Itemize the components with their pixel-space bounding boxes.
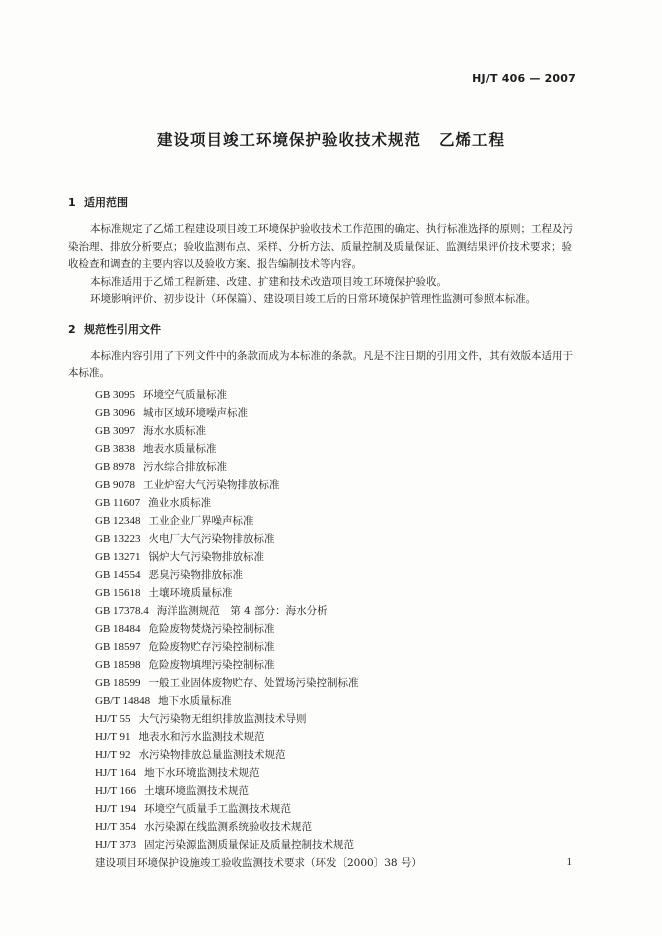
reference-code: GB 18484: [95, 622, 141, 635]
reference-title: 危险废物贮存污染控制标准: [148, 640, 275, 653]
section-number: 1: [68, 196, 76, 209]
reference-item: [68, 800, 582, 818]
reference-item: [68, 764, 582, 782]
reference-title: 水污染源在线监测系统验收技术规范: [144, 820, 313, 833]
reference-code: GB 18597: [95, 640, 141, 653]
reference-code: GB 13271: [95, 550, 141, 563]
reference-item: [68, 530, 582, 548]
reference-title: 海水水质标准: [143, 424, 207, 437]
document-body: [68, 194, 582, 872]
reference-item: [68, 584, 582, 602]
reference-title: 环境空气质量标准: [143, 388, 228, 401]
reference-title: 危险废物焚烧污染控制标准: [148, 622, 275, 635]
reference-title: 锅炉大气污染物排放标准: [148, 550, 265, 563]
reference-list: [68, 386, 582, 854]
reference-code: HJ/T 373: [95, 838, 137, 851]
reference-title: 土壤环境质量标准: [148, 586, 233, 599]
doc-title: [0, 128, 662, 150]
reference-item: [68, 440, 582, 458]
reference-code: HJ/T 55: [95, 712, 131, 725]
doc-title-sub: 乙烯工程: [439, 131, 506, 149]
reference-title: 固定污染源监测质量保证及质量控制技术规范: [144, 838, 355, 851]
reference-code: GB 13223: [95, 532, 141, 545]
reference-title: 环境空气质量手工监测技术规范: [144, 802, 292, 815]
reference-code: GB 9078: [95, 478, 136, 491]
reference-code: GB 11607: [95, 496, 141, 509]
reference-code: GB 14554: [95, 568, 141, 581]
reference-title: 土壤环境监测技术规范: [144, 784, 250, 797]
scope-paragraph: 本标准适用于乙烯工程新建、改建、扩建和技术改造项目竣工环境保护验收。: [90, 275, 447, 288]
reference-code: HJ/T 194: [95, 802, 137, 815]
section-title: 规范性引用文件: [84, 322, 161, 336]
reference-item: [68, 602, 582, 620]
doc-number: HJ/T 406 — 2007: [472, 72, 576, 85]
reference-item: [68, 656, 582, 674]
reference-title: 恶臭污染物排放标准: [148, 568, 244, 581]
reference-title: 大气污染物无组织排放监测技术导则: [138, 712, 307, 725]
reference-code: HJ/T 164: [95, 766, 137, 779]
reference-item: [68, 692, 582, 710]
reference-item: [68, 566, 582, 584]
reference-code: HJ/T 166: [95, 784, 137, 797]
reference-item: [68, 710, 582, 728]
reference-item: [68, 620, 582, 638]
reference-code: GB 18599: [95, 676, 141, 689]
reference-item: [68, 674, 582, 692]
reference-code: HJ/T 354: [95, 820, 137, 833]
scope-paragraph: 环境影响评价、初步设计（环保篇）、建设项目竣工后的日常环境保护管理性监测可参照本标准。: [90, 293, 537, 305]
reference-title: 污水综合排放标准: [143, 460, 228, 473]
references-intro: 本标准内容引用了下列文件中的条款而成为本标准的条款。凡是不注日期的引用文件，其有效版本适用于本标准。: [68, 349, 573, 379]
reference-note: 建设项目环境保护设施竣工验收监测技术要求（环发〔2000〕38 号）: [95, 856, 422, 869]
reference-code: HJ/T 92: [95, 748, 131, 761]
reference-code: GB 12348: [95, 514, 141, 527]
reference-item: [68, 476, 582, 494]
reference-title: 地表水和污水监测技术规范: [138, 730, 265, 743]
reference-item: [68, 782, 582, 800]
reference-item: [68, 458, 582, 476]
reference-code: GB 3097: [95, 424, 136, 437]
section-heading-references: [68, 321, 582, 339]
reference-code: GB 15618: [95, 586, 141, 599]
reference-title: 渔业水质标准: [148, 496, 212, 509]
reference-item: [68, 404, 582, 422]
doc-title-main: 建设项目竣工环境保护验收技术规范: [156, 131, 421, 149]
reference-item: [68, 386, 582, 404]
reference-item: [68, 422, 582, 440]
reference-title: 地表水质量标准: [143, 442, 217, 455]
scope-paragraph: 本标准规定了乙烯工程建设项目竣工环境保护验收技术工作范围的确定、执行标准选择的原则；工程及污染治理、排放分析要点；验收监测布点、采样、分析方法、质量控制及质量保证、监测结果评价技术要求；验收检查和调查的主要内容以及验收方案、报告编制技术等内容。: [68, 223, 573, 270]
page-number: 1: [566, 856, 572, 868]
reference-item: [68, 494, 582, 512]
section-number: 2: [68, 322, 76, 336]
reference-title: 海洋监测规范 第 4 部分：海水分析: [156, 604, 328, 617]
reference-item: [68, 728, 582, 746]
reference-item: [68, 638, 582, 656]
reference-code: HJ/T 91: [95, 730, 131, 743]
reference-code: GB 18598: [95, 658, 141, 671]
reference-title: 危险废物填埋污染控制标准: [148, 658, 275, 671]
reference-title: 火电厂大气污染物排放标准: [148, 532, 275, 545]
reference-code: GB 3095: [95, 388, 136, 401]
reference-item: [68, 512, 582, 530]
reference-item: [68, 548, 582, 566]
reference-title: 地下水环境监测技术规范: [144, 766, 260, 779]
reference-title: 地下水质量标准: [158, 694, 232, 707]
reference-title: 水污染物排放总量监测技术规范: [138, 748, 286, 761]
reference-item: [68, 746, 582, 764]
reference-item: [68, 836, 582, 854]
reference-code: GB/T 14848: [95, 694, 151, 707]
reference-code: GB 3838: [95, 442, 136, 455]
reference-title: 工业炉窑大气污染物排放标准: [143, 478, 280, 491]
reference-title: 工业企业厂界噪声标准: [148, 514, 254, 527]
reference-title: 一般工业固体废物贮存、处置场污染控制标准: [148, 676, 359, 689]
reference-item: [68, 818, 582, 836]
reference-code: GB 17378.4: [95, 604, 149, 617]
reference-title: 城市区域环境噪声标准: [143, 406, 249, 419]
section-heading-scope: [68, 194, 582, 212]
reference-code: GB 3096: [95, 406, 136, 419]
reference-code: GB 8978: [95, 460, 136, 473]
section-title: 适用范围: [84, 196, 128, 209]
